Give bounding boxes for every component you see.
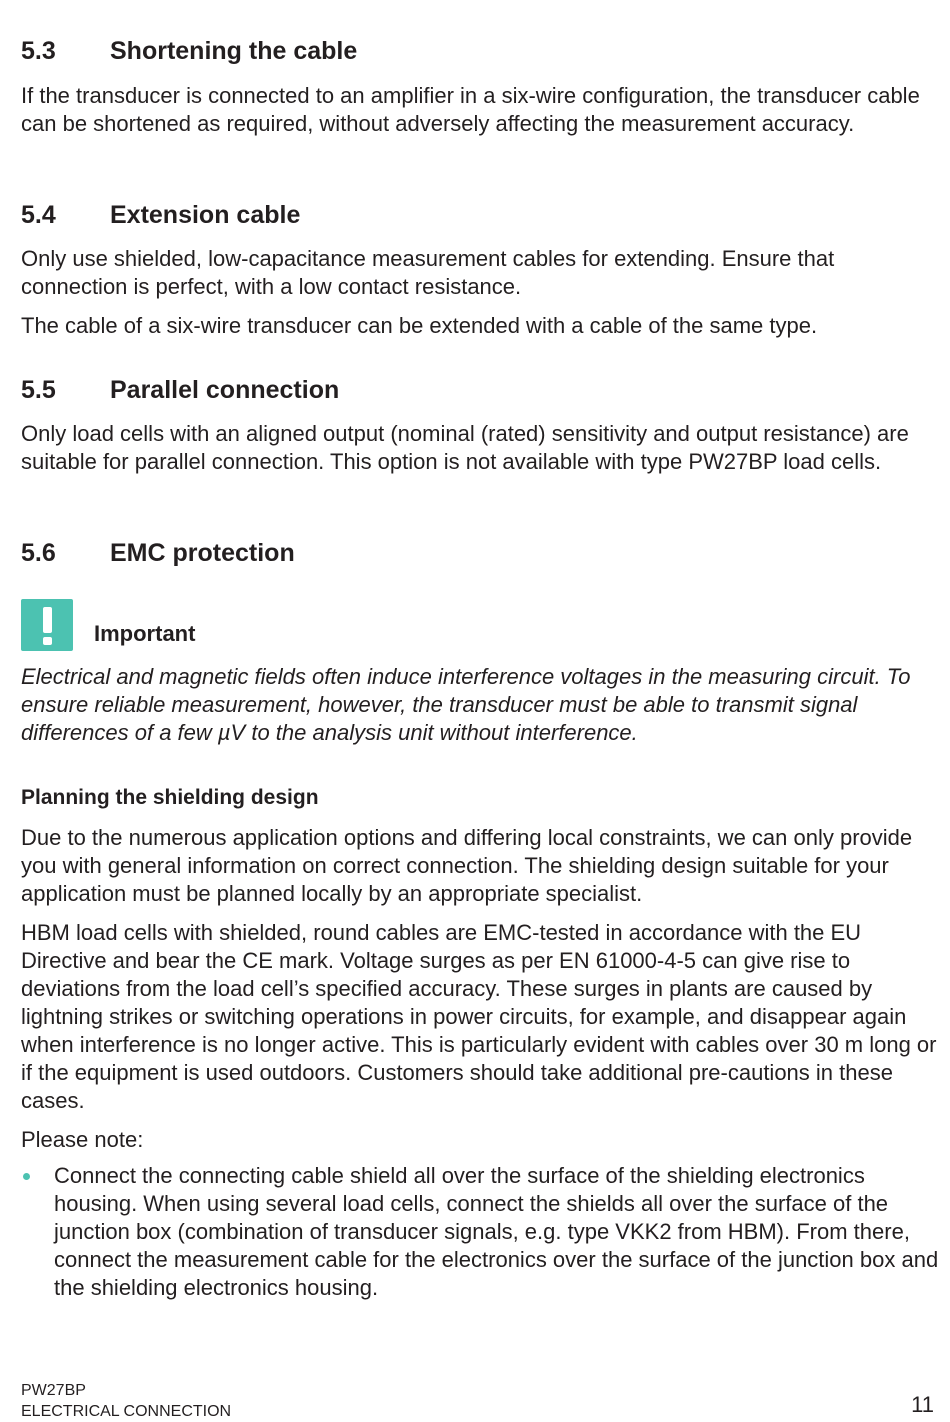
footer-chapter: ELECTRICAL CONNECTION (21, 1403, 232, 1420)
section-5-5-paragraph: Only load cells with an aligned output (nominal (rated) sensitivity and output resistance) are suitable for parallel connection. This option is not available with type PW27BP load cells. (21, 421, 909, 474)
section-5-4-paragraph-2: The cable of a six-wire transducer can be extended with a cable of the same type. (21, 313, 818, 338)
shielding-paragraph-2: HBM load cells with shielded, round cables are EMC-tested in accordance with the EU Directive and bear the CE mark. Voltage surges as per EN 61000-4-5 can give rise to deviations from the load cell’s specified accuracy. These surges in plants are caused by lightning strikes or switching operations in power circuits, for example, and disappear again when interference is no longer active. This is particularly evident with cables over 30 m long or if the equipment is used outdoors. Customers should take additional pre-cautions in these cases. (21, 920, 937, 1113)
section-number: 5.6 (21, 539, 56, 567)
section-number: 5.4 (21, 201, 56, 229)
section-title: Shortening the cable (110, 37, 358, 65)
section-5-4-paragraph-1: Only use shielded, low-capacitance measurement cables for extending. Ensure that connection is perfect, with a low contact resistance. (21, 246, 835, 299)
section-5-3-paragraph: If the transducer is connected to an amplifier in a six-wire configuration, the transducer cable can be shortened as required, without adversely affecting the measurement accuracy. (21, 83, 920, 136)
section-heading-5-3 (21, 37, 357, 66)
section-title: Parallel connection (110, 376, 340, 404)
notice-text: Electrical and magnetic fields often induce interference voltages in the measuring circuit. To ensure reliable measurement, however, the transducer must be able to transmit signal differences of a few µV to the analysis unit without interference. (21, 664, 911, 745)
section-number: 5.3 (21, 37, 56, 65)
exclamation-icon (21, 599, 73, 651)
page-number: 11 (911, 1392, 934, 1417)
please-note-text: Please note: (21, 1127, 144, 1152)
notice-label: Important (94, 621, 196, 646)
section-heading-5-5 (21, 376, 339, 405)
shielding-bullet-list (21, 1162, 939, 1302)
footer-product: PW27BP (21, 1382, 86, 1399)
section-title: EMC protection (110, 539, 295, 567)
bullet-icon (23, 1173, 30, 1180)
section-title: Extension cable (110, 201, 301, 229)
shielding-heading: Planning the shielding design (21, 786, 319, 809)
section-heading-5-6 (21, 539, 295, 568)
section-heading-5-4 (21, 201, 300, 230)
list-item (21, 1162, 939, 1302)
shielding-paragraph-1: Due to the numerous application options and differing local constraints, we can only provide you with general information on correct connection. The shielding design suitable for your application must be planned locally by an appropriate specialist. (21, 825, 913, 906)
section-number: 5.5 (21, 376, 56, 404)
footer-info (21, 1380, 231, 1422)
list-item-text: Connect the connecting cable shield all over the surface of the shielding electronics housing. When using several load cells, connect the shields all over the surface of the junction box (combination of transducer signals, e.g. type VKK2 from HBM). From there, connect the measurement cable for the electronics over the surface of the junction box and the shielding electronics housing. (54, 1163, 939, 1300)
